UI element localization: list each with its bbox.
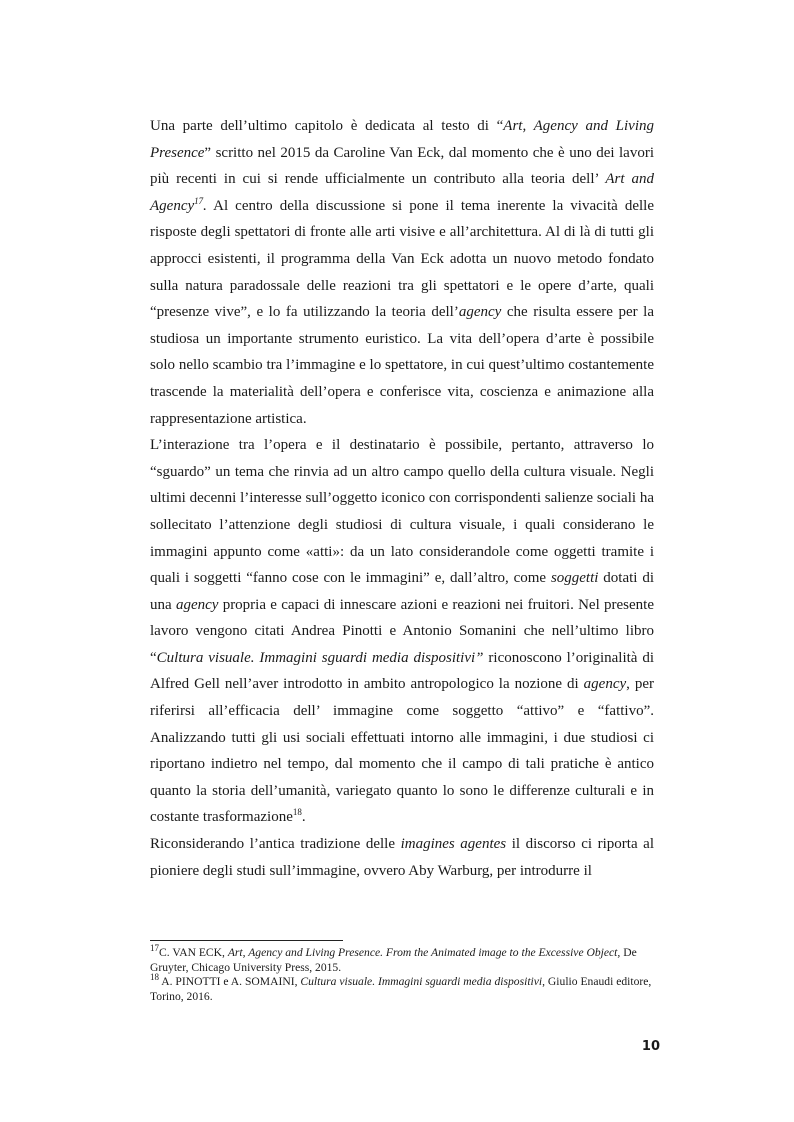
- footnote-reference: 18: [150, 972, 159, 983]
- italic-text: Art and Agency: [150, 171, 654, 214]
- footnote-1: [150, 943, 654, 975]
- paragraph-3: [150, 831, 654, 884]
- footnote-2: [150, 972, 654, 1004]
- footnote-reference: 17: [194, 195, 204, 206]
- italic-text: agency: [458, 304, 502, 321]
- text-run: , per riferirsi all’efficacia dell’ immagine come soggetto “attivo” e “fattivo”. Analizzando tutti gli usi sociali effettuati intorno alle immagini, i due studiosi ci riportano indietro nel tempo, dal momento che il campo di tali pratiche è antico quanto la storia dell’umanità, variegato quanto lo sono le differenze culturali e in costante trasformazione: [150, 676, 655, 826]
- italic-text: agency: [175, 596, 219, 613]
- body-text: [150, 113, 654, 884]
- text-run: ” scritto nel 2015 da Caroline Van Eck, dal momento che è uno dei lavori più recenti in cui si rende ufficialmente un contributo alla teoria dell’: [150, 144, 654, 188]
- text-run: A. PINOTTI e A. SOMAINI,: [159, 975, 301, 989]
- text-run: dotati di una: [150, 570, 655, 613]
- italic-text: Cultura visuale. Immagini sguardi media dispositivi”: [156, 649, 484, 666]
- paragraph-2: [150, 432, 654, 831]
- footnote-separator: [150, 940, 343, 941]
- text-run: riconoscono l’originalità di Alfred Gell nell’aver introdotto in ambito antropologico la nozione di: [150, 649, 654, 693]
- italic-text: .: [203, 197, 207, 214]
- italic-text: imagines agentes: [400, 836, 507, 853]
- text-run: propria e capaci di innescare azioni e reazioni nei fruitori. Nel presente lavoro vengono citati Andrea Pinotti e Antonio Somanini che nell’ultimo libro “: [150, 596, 654, 666]
- italic-text: soggetti: [550, 570, 599, 587]
- italic-text: Cultura visuale. Immagini sguardi media dispositivi: [300, 975, 543, 989]
- text-run: C. VAN ECK,: [159, 946, 228, 959]
- text-run: , Giulio Enaudi editore, Torino, 2016.: [150, 975, 652, 1003]
- text-run: L’interazione tra l’opera e il destinatario è possibile, pertanto, attraverso lo “sguardo” un tema che rinvia ad un altro campo quello della cultura visuale. Negli ultimi decenni l’interesse sull’oggetto iconico con corrispondenti salienze sociali ha sollecitato l’attenzione degli studiosi di cultura visuale, i quali considerano le immagini appunto come «atti»: da un lato considerandole come oggetti tramite i quali i soggetti “fanno cose con le immagini” e, dall’altro, come: [150, 437, 654, 587]
- footnotes: [150, 943, 654, 1004]
- paragraph-1: [150, 113, 654, 432]
- page-number: 10: [641, 1039, 660, 1054]
- text-run: De Gruyter, Chicago University Press, 2015.: [150, 946, 637, 974]
- text-run: il discorso ci riporta al pioniere degli studi sull’immagine, ovvero Aby Warburg, per introdurre il: [150, 836, 655, 879]
- text-run: Al centro della discussione si pone il tema inerente la vivacità delle risposte degli spettatori di fronte alle arti visive e all’architettura. Al di là di tutti gli approcci esistenti, il programma della Van Eck adotta un nuovo metodo fondato sulla natura paradossale delle reazioni tra gli spettatori e le opere d’arte, quali “presenze vive”, e lo fa utilizzando la teoria dell’: [150, 197, 654, 321]
- text-run: Riconsiderando l’antica tradizione delle: [150, 836, 401, 853]
- italic-text: Art, Agency and Living Presence: [150, 118, 654, 161]
- text-run: .: [301, 809, 306, 826]
- text-run: Una parte dell’ultimo capitolo è dedicata al testo di “: [150, 118, 504, 134]
- footnote-reference: 18: [292, 807, 302, 818]
- italic-text: Art, Agency and Living Presence. From the Animated image to the Excessive Object,: [227, 946, 621, 959]
- footnote-reference: 17: [150, 943, 159, 954]
- text-run: che risulta essere per la studiosa un importante strumento euristico. La vita dell’opera d’arte è possibile solo nello scambio tra l’immagine e lo spettatore, in cui quest’ultimo costantemente trascende la materialità dell’opera e conferisce vita, coscienza e animazione alla rappresentazione artistica.: [150, 304, 654, 427]
- italic-text: agency: [583, 676, 627, 693]
